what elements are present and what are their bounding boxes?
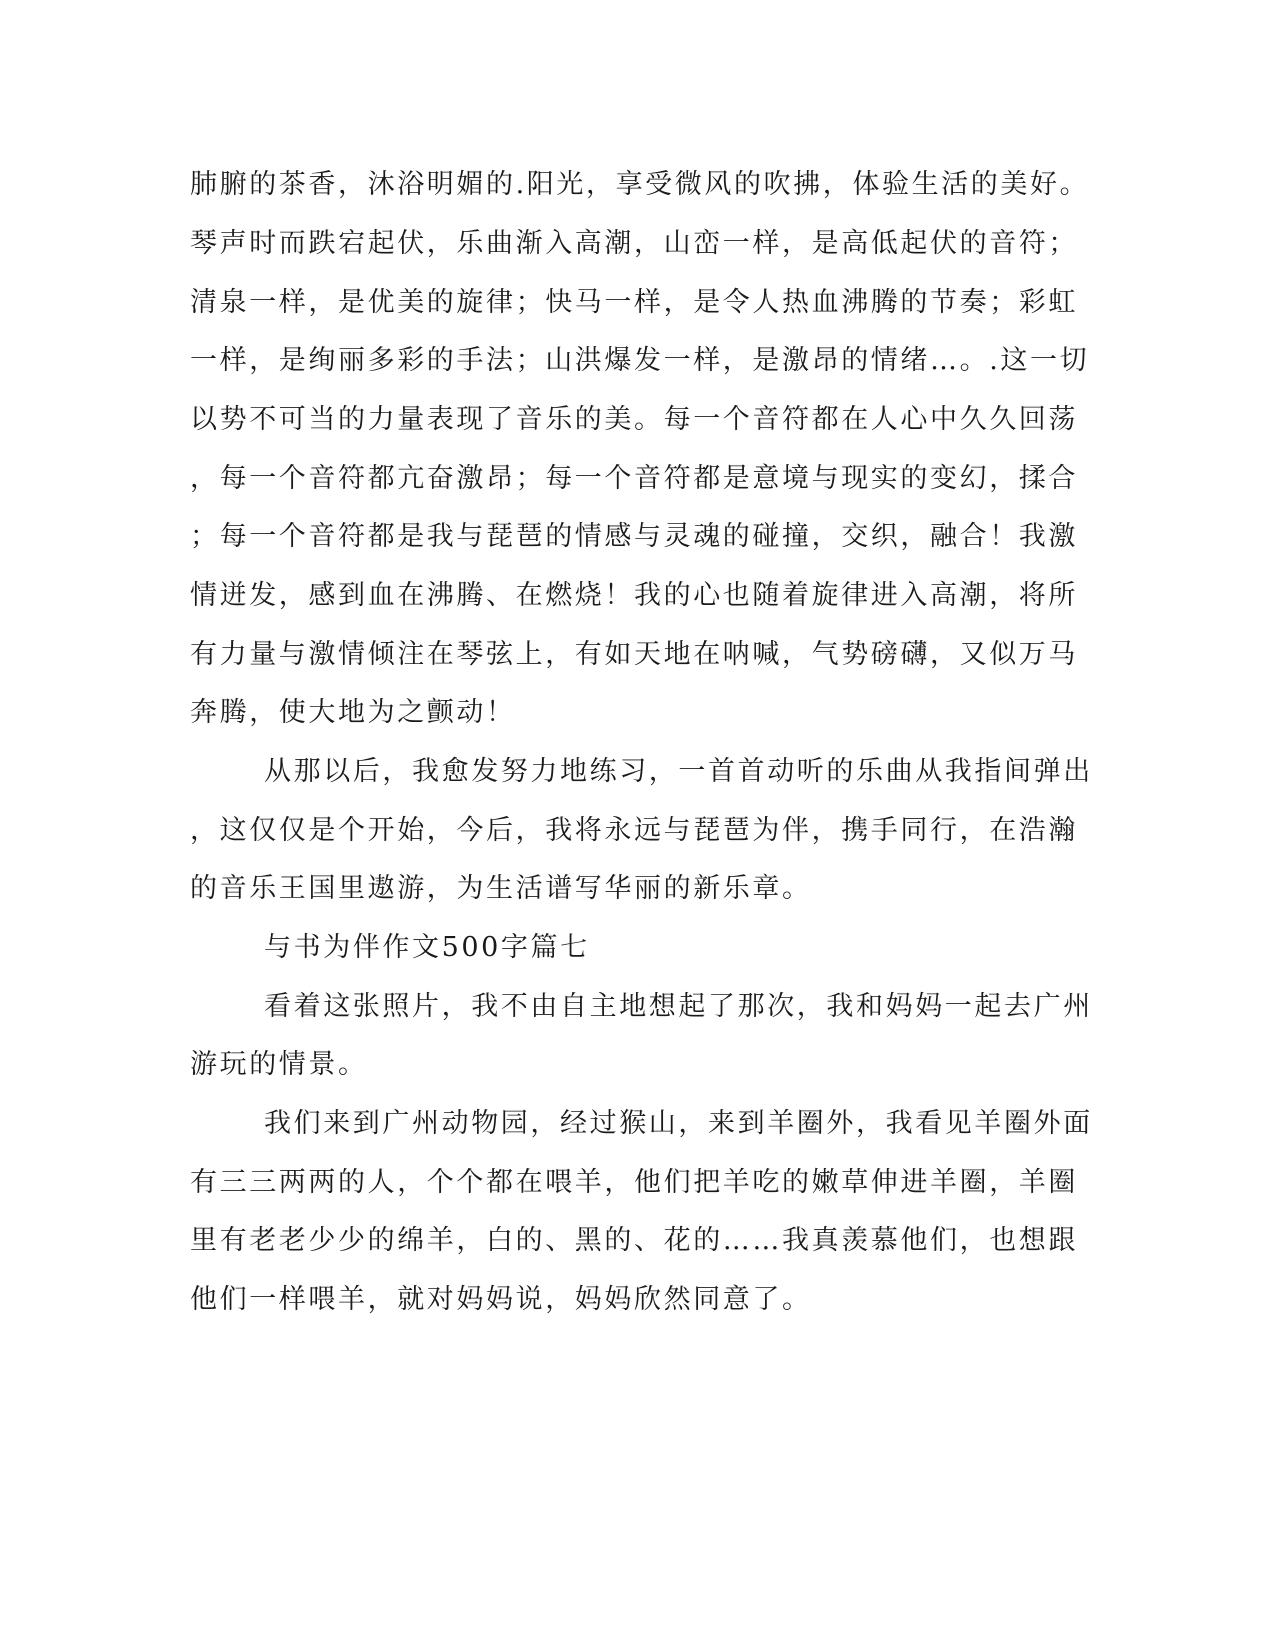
body-line: 有力量与激情倾注在琴弦上，有如天地在呐喊，气势磅礴，又似万马: [190, 639, 1078, 670]
body-line: ，这仅仅是个开始，今后，我将永远与琵琶为伴，携手同行，在浩瀚: [190, 815, 1078, 846]
body-line: ；每一个音符都是我与琵琶的情感与灵魂的碰撞，交织，融合！我激: [190, 521, 1078, 552]
body-line: 琴声时而跌宕起伏，乐曲渐入高潮，山峦一样，是高低起伏的音符；: [190, 228, 1078, 259]
body-line: 游玩的情景。: [190, 1049, 368, 1080]
body-line: 奔腾，使大地为之颤动！: [190, 697, 516, 728]
body-line: 清泉一样，是优美的旋律；快马一样，是令人热血沸腾的节奏；彩虹: [190, 287, 1078, 318]
body-line: 以势不可当的力量表现了音乐的美。每一个音符都在人心中久久回荡: [190, 404, 1078, 435]
body-line: 有三三两两的人，个个都在喂羊，他们把羊吃的嫩草伸进羊圈，羊圈: [190, 1167, 1078, 1198]
paragraph-first-line: 我们来到广州动物园，经过猴山，来到羊圈外，我看见羊圈外面: [264, 1108, 1093, 1139]
body-line: 他们一样喂羊，就对妈妈说，妈妈欣然同意了。: [190, 1284, 812, 1315]
section-heading: 与书为伴作文500字篇七: [264, 932, 590, 963]
paragraph-first-line: 看着这张照片，我不由自主地想起了那次，我和妈妈一起去广州: [264, 991, 1093, 1022]
body-line: 情迸发，感到血在沸腾、在燃烧！我的心也随着旋律进入高潮，将所: [190, 580, 1078, 611]
body-line: 里有老老少少的绵羊，白的、黑的、花的……我真羡慕他们，也想跟: [190, 1225, 1078, 1256]
body-line: 肺腑的茶香，沐浴明媚的.阳光，享受微风的吹拂，体验生活的美好。: [190, 169, 1090, 200]
body-line: 的音乐王国里遨游，为生活谱写华丽的新乐章。: [190, 873, 812, 904]
paragraph-first-line: 从那以后，我愈发努力地练习，一首首动听的乐曲从我指间弹出: [264, 756, 1093, 787]
body-line: ，每一个音符都亢奋激昂；每一个音符都是意境与现实的变幻，揉合: [190, 463, 1078, 494]
body-line: 一样，是绚丽多彩的手法；山洪爆发一样，是激昂的情绪…。.这一切: [190, 345, 1090, 376]
